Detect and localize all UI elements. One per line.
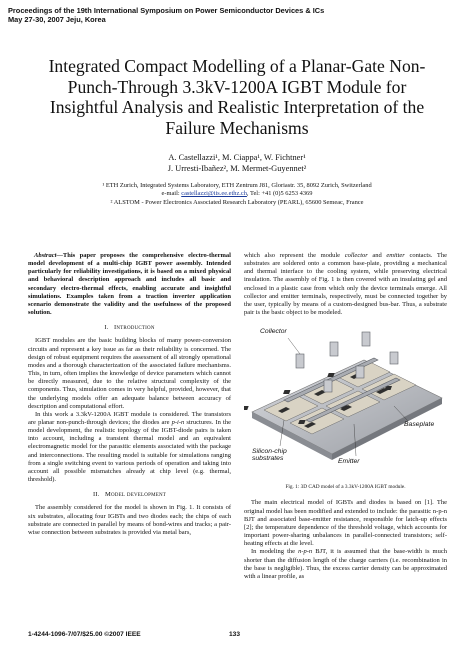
title-line-3: Insightful Analysis and Realistic Interpretation of the — [49, 97, 425, 117]
authors-line-2: J. Urresti-Ibañez², M. Mermet-Guyennet² — [167, 163, 307, 173]
figure-label-emitter: Emitter — [338, 458, 360, 466]
paper-title — [0, 56, 474, 138]
figure-label-baseplate: Baseplate — [404, 421, 435, 429]
paragraph: The main electrical model of IGBTs and diodes is based on [1]. The original model has been modified and extended to include: the parasitic n-p-n BJT and associated base-emitter resistance, responsible for latch-up effects [2]; the temperature dependence of the threshold voltage, which accounts for important power-sharing unbalances in parallel-connected transistors; self-heating effects at die level. — [244, 499, 447, 548]
text-run: contacts. The substrates are soldered onto a common base-plate, providing a mechanical and thermal interface to the cooling system, while preserving electrical insulation. The assembly of Fig. 1 is then covered with an insulating gel and enclosed in a plastic case from which only the device terminals emerge. All collector and emitter terminals, respectively, must be connected together by the user, typically by means of a custom-designed bus-bar. Thus, a substrate pair is the basic object to be modeled. — [244, 252, 447, 317]
text-run: In modeling the — [251, 548, 299, 556]
substrates-label-line-2: substrates — [252, 455, 284, 463]
abstract — [28, 252, 231, 317]
text-run: and — [367, 252, 387, 259]
authors-line-1: A. Castellazzi¹, M. Ciappa¹, W. Fichtner¹ — [168, 153, 306, 162]
paragraph — [244, 252, 447, 317]
figure-label-collector: Collector — [260, 328, 287, 336]
substrates-label-line-1: Silicon-chip — [252, 448, 287, 456]
paragraph — [244, 548, 447, 581]
italic-term: emitter — [386, 252, 405, 259]
abstract-label: Abstract — [34, 252, 57, 259]
authors — [0, 153, 474, 174]
email-link[interactable]: castellazzi@iis.ee.ethz.ch — [181, 190, 247, 198]
paragraph — [28, 411, 231, 484]
left-column — [28, 252, 231, 537]
title-line-1: Integrated Compact Modelling of a Planar-Gate Non- — [48, 56, 426, 76]
section-title: Model development — [104, 491, 167, 499]
footer-isbn: 1-4244-1096-7/07/$25.00 ©2007 IEEE — [28, 631, 141, 638]
text-run: BJT, it is assumed that the base-width is much shorter than the diffusion length of the charge carriers (i.e. recombination in the base is negligible). Thus, the excess carrier density can be approximated with a linear profile, as — [244, 548, 447, 580]
text-run: In this work a 3.3kV-1200A IGBT module is considered. The transistors are planar non-punch-through devices; the diodes are — [28, 410, 231, 426]
paragraph: The assembly considered for the model is shown in Fig. 1. It consists of six substrates, allocating four IGBTs and two diodes each; the chips of each substrate are connected in parallel by means of bond-wires and tracks; a pair-wise connection between substrates is provided via metal bars, — [28, 504, 231, 536]
affiliation-2: ² ALSTOM - Power Electronics Associated Research Laboratory (PEARL), 65600 Semeac, France — [110, 198, 364, 206]
section-number: I. — [104, 324, 109, 332]
conference-date: May 27-30, 2007 Jeju, Korea — [8, 15, 106, 25]
title-line-4: Failure Mechanisms — [165, 117, 309, 138]
right-column — [244, 252, 447, 581]
page-number: 133 — [229, 631, 241, 638]
text-run: structures. In the model development, the realistic topology of the IGBT-diode pairs is taken into account, including a transient thermal model and an equivalent electromagnetic model for the parasitic elements associated with the package and interconnections. The resulting model is suitable for simulations ranging from a single switching event to various periods of operation and taking into account all possible mismatches already at chip level (e.g. thermal, threshold). — [28, 418, 231, 484]
affiliation-1: ¹ ETH Zurich, Integrated Systems Laboratory, ETH Zentrum J81, Gloriastr. 35, 8092 Zurich, Switzerland — [102, 182, 372, 189]
figure-caption: Fig. 1: 3D CAD model of a 3.3kV-1200A IGBT module. — [285, 484, 406, 491]
paragraph: IGBT modules are the basic building blocks of many power-conversion circuits and represent a key issue as far as their reliability is concerned. The design of robust equipment requires the assessment of all strongly operational modes and a thorough characterization of the associated failure mechanisms. This, in turn, often implies the knowledge of device parameters which cannot be directly measured, due to the relative structural complexity of the components. Thus, simulation comes in very helpful, provided, however, that the underlying models offer an adequate balance between accuracy of description and computational effort. — [28, 337, 231, 410]
figure-label-substrates — [252, 448, 287, 462]
figure-1-cad-model — [244, 320, 447, 480]
section-heading-introduction — [28, 324, 231, 332]
abstract-text: —This paper proposes the comprehensive electro-thermal model development of a multi-chip IGBT power assembly. Intended particularly for reliability investigations, it is based on a mixed physical and behavioral description approach and includes all basic and secondary electro-thermal effects, enabling accurate and insightful simulations. Examples taken from a traction inverter application scenario demonstrate the validity and the usefulness of the proposed solution. — [28, 252, 231, 317]
email-prefix: e-mail: — [161, 190, 182, 198]
phone-number: , Tel: +41 (0)5 6253 4369 — [246, 190, 313, 198]
conference-header — [8, 6, 324, 24]
italic-term: n-p-n — [298, 548, 313, 556]
contact-line — [0, 190, 474, 198]
title-line-2: Punch-Through 3.3kV-1200A IGBT Module for — [67, 76, 407, 97]
conference-name: Proceedings of the 19th International Symposium on Power Semiconductor Devices & ICs — [8, 6, 325, 15]
italic-term: p-i-n — [171, 418, 185, 426]
section-title: Introduction — [114, 324, 155, 332]
text-run: which also represent the module — [244, 252, 345, 259]
section-number: II. — [92, 491, 100, 499]
section-heading-model-development — [28, 491, 231, 499]
italic-term: collector — [344, 252, 368, 259]
affiliations — [0, 182, 474, 207]
